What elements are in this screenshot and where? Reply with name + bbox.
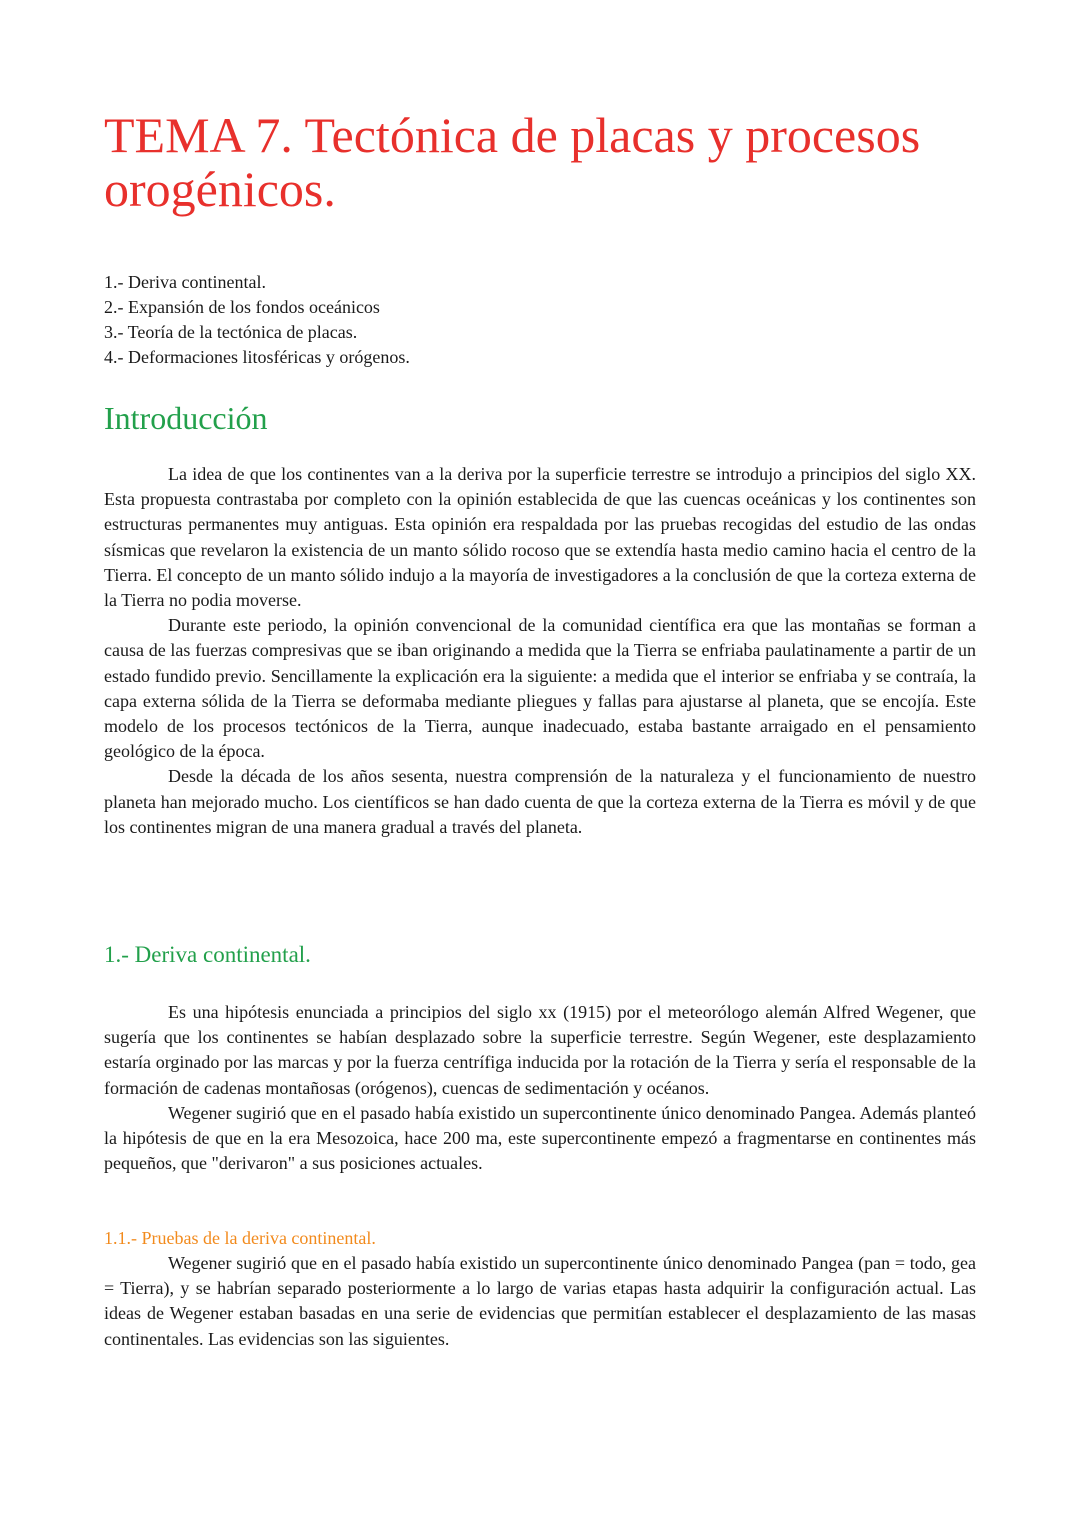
subsection-heading-pruebas: 1.1.- Pruebas de la deriva continental. — [104, 1228, 376, 1248]
section-heading-deriva-continental: 1.- Deriva continental. — [104, 942, 311, 967]
table-of-contents — [104, 270, 984, 370]
paragraph: La idea de que los continentes van a la deriva por la superficie terrestre se introdujo a principios del siglo XX. Esta propuesta contrastaba por completo con la opinión establecida de que las cuencas oceánicas y los continentes son estructuras permanentes muy antiguas. Esta opinión era respaldada por las pruebas recogidas del estudio de las ondas sísmicas que revelaron la existencia de un manto sólido rocoso que se extendía hasta medio camino hacia el centro de la Tierra. El concepto de un manto sólido indujo a la mayoría de investigadores a la conclusión de que la corteza externa de la Tierra no podia moverse. — [104, 464, 976, 611]
toc-item: 2.- Expansión de los fondos oceánicos — [104, 297, 380, 317]
paragraph: Wegener sugirió que en el pasado había existido un supercontinente único denominado Pangea. Además planteó la hipótesis de que en la era Mesozoica, hace 200 ma, este supercontinente empezó a fragmentarse en continentes más pequeños, que "derivaron" a sus posiciones actuales. — [104, 1102, 976, 1174]
subsection1-1-body — [104, 1251, 976, 1352]
toc-item: 1.- Deriva continental. — [104, 272, 266, 292]
paragraph: Desde la década de los años sesenta, nuestra comprensión de la naturaleza y el funcionamiento de nuestro planeta han mejorado mucho. Los científicos se han dado cuenta de que la corteza externa de la Tierra es móvil y de que los continentes migran de una manera gradual a través del planeta. — [104, 766, 976, 837]
toc-item: 4.- Deformaciones litosféricas y orógenos. — [104, 347, 410, 367]
paragraph: Durante este periodo, la opinión convencional de la comunidad científica era que las montañas se forman a causa de las fuerzas compresivas que se iban originando a medida que la Tierra se enfriaba paulatinamente a partir de un estado fundido previo. Sencillamente la explicación era la siguiente: a medida que el interior se enfriaba y se contraía, la capa externa sólida de la Tierra se deformaba mediante pliegues y fallas para ajustarse al planeta, que se encojía. Este modelo de los procesos tectónicos de la Tierra, aunque inadecuado, estaba bastante arraigado en el pensamiento geológico de la época. — [104, 615, 976, 762]
section-heading-introduccion: Introducción — [104, 400, 268, 436]
paragraph: Wegener sugirió que en el pasado había existido un supercontinente único denominado Pangea (pan = todo, gea = Tierra), y se habrían separado posteriormente a lo largo de varias etapas hasta adquirir la configuración actual. Las ideas de Wegener estaban basadas en una serie de evidencias que permitían establecer el desplazamiento de las masas continentales. Las evidencias son las siguientes. — [104, 1253, 976, 1349]
page-title: TEMA 7. Tectónica de placas y procesos orogénicos. — [104, 107, 921, 217]
paragraph: Es una hipótesis enunciada a principios del siglo xx (1915) por el meteorólogo alemán Alfred Wegener, que sugería que los continentes se habían desplazado sobre la superficie terrestre. Según Wegener, este desplazamiento estaría orginado por las marcas y por la fuerza centrífiga inducida por la rotación de la Tierra y sería el responsable de la formación de cadenas montañosas (orógenos), cuencas de sedimentación y océanos. — [104, 1002, 976, 1098]
toc-item: 3.- Teoría de la tectónica de placas. — [104, 322, 358, 342]
introduction-body — [104, 462, 976, 840]
section1-body — [104, 1000, 976, 1176]
